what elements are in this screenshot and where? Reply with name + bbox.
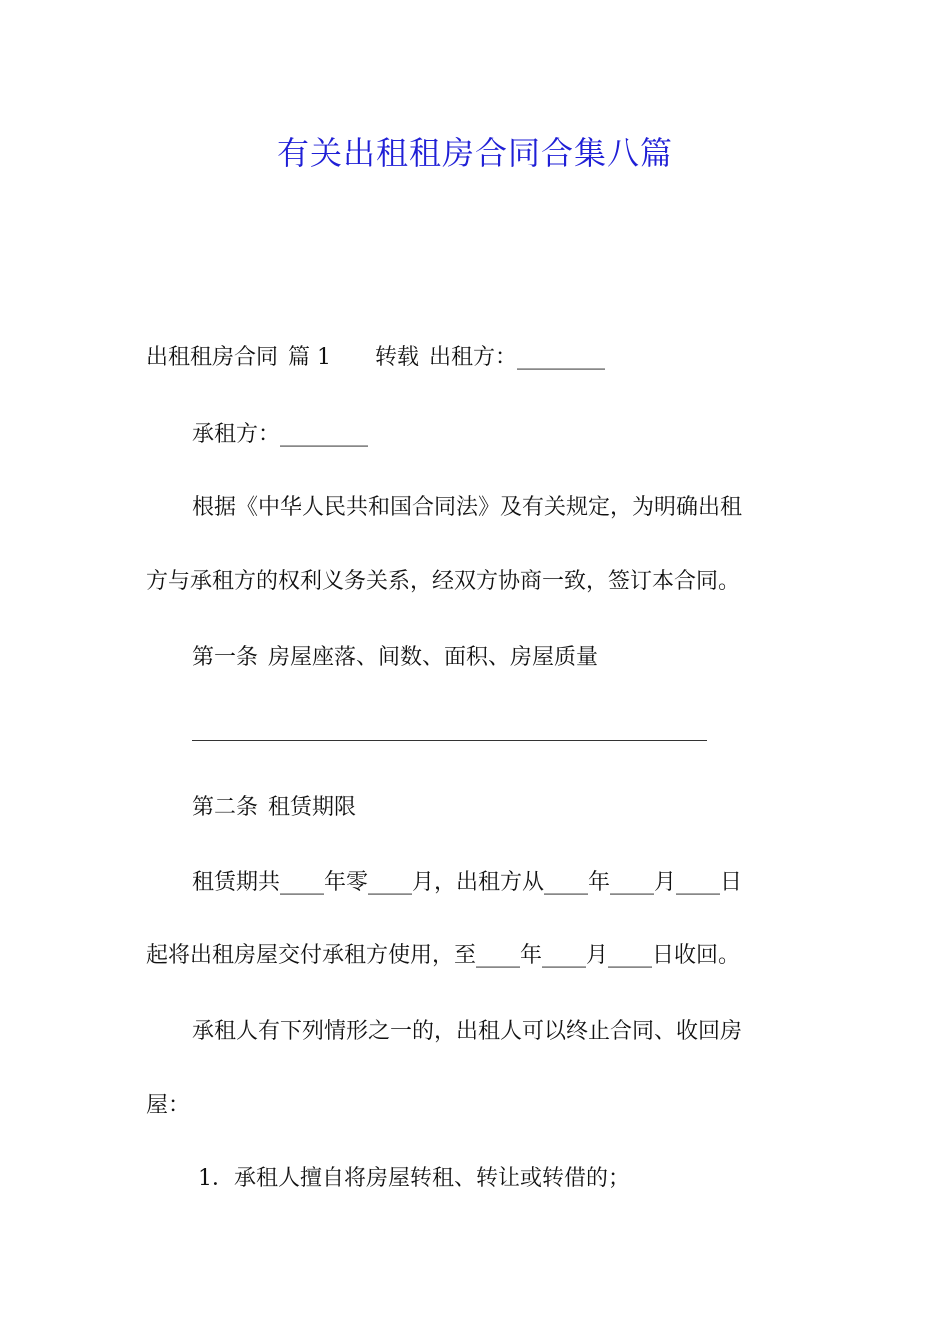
lessor-label: 出租方：________: [429, 345, 606, 370]
section-name: 出租租房合同: [146, 345, 279, 370]
article-number: 篇 1: [288, 345, 332, 370]
article-label: 第一条: [192, 645, 259, 670]
list-item: 1．承租人擅自将房屋转租、转让或转借的；: [198, 1166, 630, 1191]
article-title: 房屋座落、间数、面积、房屋质量: [268, 645, 599, 670]
paragraph-line: 方与承租方的权利义务关系，经双方协商一致，签订本合同。: [146, 569, 741, 594]
paragraph-line: 屋：: [146, 1093, 191, 1118]
source-label: 转载: [375, 345, 420, 370]
article-one-heading: [192, 642, 598, 674]
article-title: 租赁期限: [268, 795, 357, 820]
article-label: 第二条: [192, 795, 259, 820]
paragraph-line: 租赁期共____年零____月，出租方从____年____月____日: [192, 870, 743, 895]
contract-header-line: [146, 342, 605, 374]
paragraph-line: 根据《中华人民共和国合同法》及有关规定，为明确出租: [192, 495, 743, 520]
blank-fill-line: [192, 740, 707, 741]
paragraph-line: 承租人有下列情形之一的，出租人可以终止合同、收回房: [192, 1019, 743, 1044]
lessee-line: 承租方：________: [192, 422, 369, 447]
document-title: 有关出租租房合同合集八篇: [276, 134, 673, 172]
paragraph-line: 起将出租房屋交付承租方使用，至____年____月____日收回。: [146, 943, 741, 968]
article-two-heading: [192, 792, 356, 824]
